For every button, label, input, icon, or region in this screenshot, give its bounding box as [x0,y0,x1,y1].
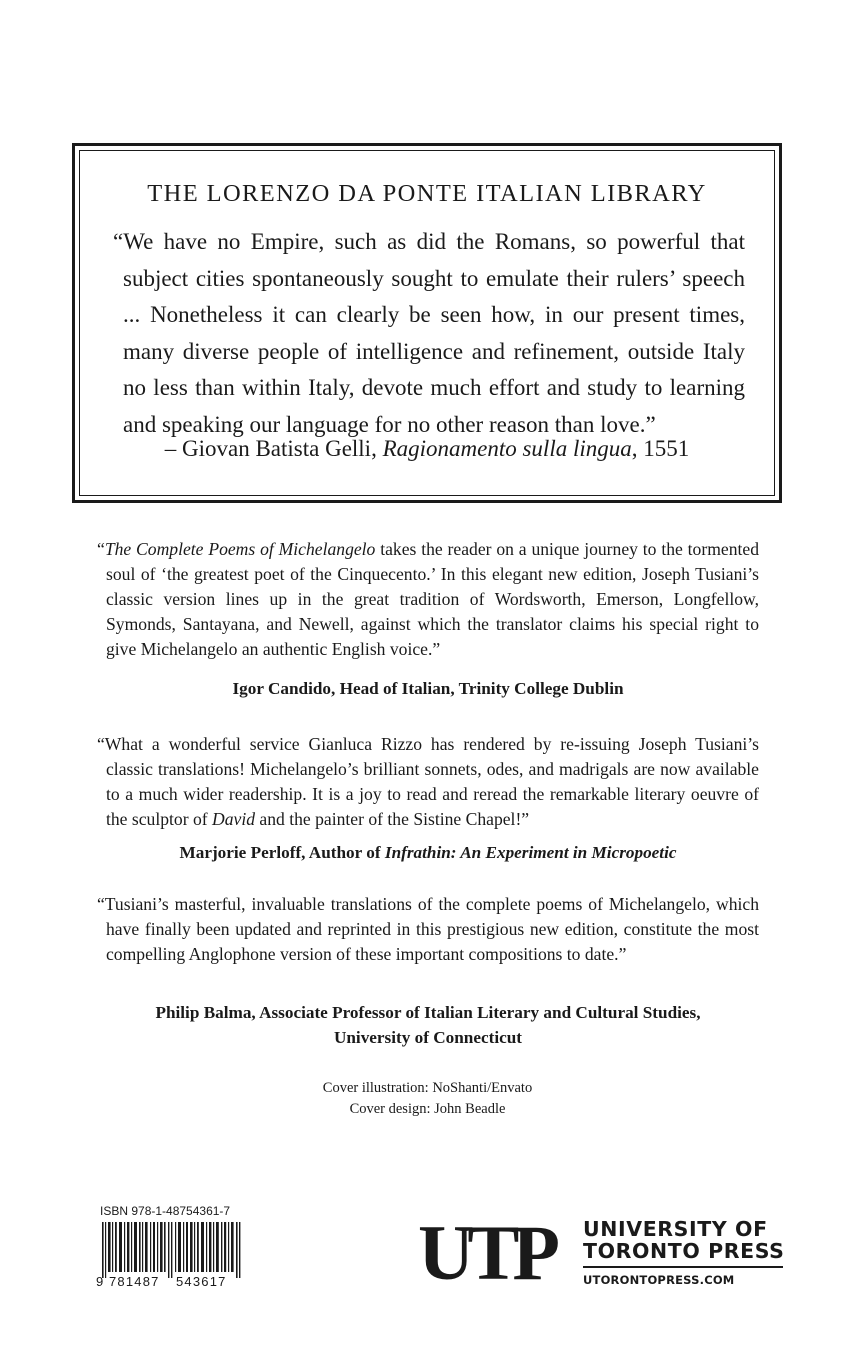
publisher-name-line1: UNIVERSITY OF [583,1217,768,1241]
blurb-2-attribution [90,840,766,865]
blurb-3-attribution [90,1000,766,1050]
blurb-1-book-title: The Complete Poems of Michelangelo [104,539,376,559]
epigraph-attribution-author: – Giovan Batista Gelli, [164,436,383,461]
cover-illustration-credit: Cover illustration: NoShanti/Envato [322,1080,533,1096]
publisher-name [583,1218,785,1262]
barcode-group-2: 543617 [176,1274,227,1289]
cover-credits [0,1078,855,1120]
epigraph-attribution [75,436,779,462]
blurb-3-attribution-line2: University of Connecticut [333,1028,523,1047]
blurb-2-work-title: David [212,809,256,829]
blurb-2-attribution-author: Marjorie Perloff, Author of [179,843,385,862]
publisher-url: UTORONTOPRESS.COM [583,1273,735,1287]
blurb-1-text: takes the reader on a unique journey to the tormented soul of ‘the greatest poet of the Cinquecento.’ In this elegant new edition, Joseph Tusiani’s classic version lines up in the great tradition of Wordsworth, Emerson, Longfellow, Symonds, Santayana, and Newell, against which the translator claims his special right to give Michelangelo an authentic English voice.” [106,539,759,659]
series-box [72,143,782,503]
cover-design-credit: Cover design: John Beadle [349,1101,506,1117]
isbn-label: ISBN 978-1-48754361-7 [100,1204,231,1218]
blurb-2 [97,732,759,832]
barcode-group-1: 781487 [109,1274,160,1289]
epigraph-attribution-year: , 1551 [631,436,690,461]
blurb-1-open-quote: “ [97,539,105,559]
series-title: THE LORENZO DA PONTE ITALIAN LIBRARY [147,180,707,207]
epigraph-attribution-work: Ragionamento sulla lingua [382,436,632,461]
barcode-lead-digit: 9 [96,1274,104,1289]
utp-logo: UTP [418,1209,553,1296]
blurb-1-attribution: Igor Candido, Head of Italian, Trinity College Dublin [232,679,624,698]
blurb-2-text-part2: and the painter of the Sistine Chapel!” [255,809,530,829]
barcode-bars [102,1222,240,1278]
blurb-2-text-part1: “What a wonderful service Gianluca Rizzo has rendered by re-issuing Joseph Tusiani’s classic translations! Michelangelo’s brilliant sonnets, odes, and madrigals are now available to a much wider readership. It is a joy to read and reread the remarkable literary oeuvre of the sculptor of [97,734,759,829]
barcode [96,1222,251,1290]
series-epigraph: “We have no Empire, such as did the Romans, so powerful that subject cities spontaneously sought to emulate their rulers’ speech ... Nonetheless it can clearly be seen how, in our present times, many diverse people of intelligence and refinement, outside Italy no less than within Italy, devote much effort and study to learning and speaking our language for no other reason than love.” [113,229,745,437]
blurb-2-attribution-work: Infrathin: An Experiment in Micropoetic [384,843,677,862]
publisher-name-line2: TORONTO PRESS [583,1239,785,1263]
blurb-3-attribution-line1: Philip Balma, Associate Professor of Italian Literary and Cultural Studies, [155,1003,701,1022]
publisher-divider [583,1266,783,1268]
blurb-1 [97,537,759,662]
blurb-3: “Tusiani’s masterful, invaluable translations of the complete poems of Michelangelo, which have finally been updated and reprinted in this prestigious new edition, constitute the most compelling Anglophone version of these important compositions to date.” [97,894,759,964]
